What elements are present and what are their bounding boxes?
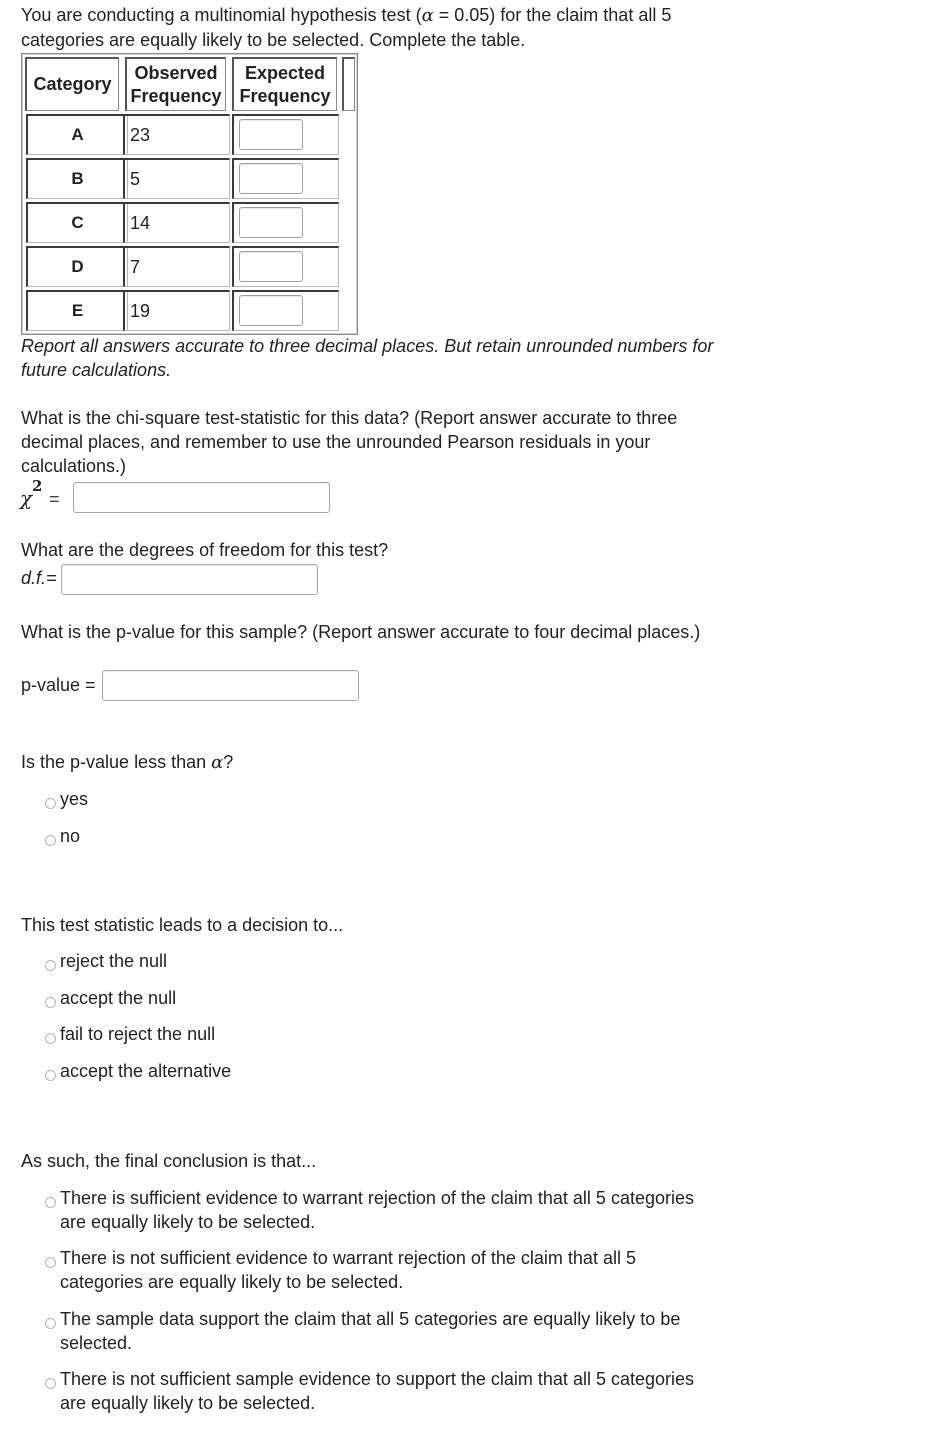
- expected-input-c[interactable]: [239, 207, 303, 238]
- expected-cell: [232, 290, 339, 331]
- radio-button[interactable]: [45, 1197, 56, 1208]
- radio-button[interactable]: [45, 960, 56, 971]
- radio-option-yes[interactable]: yes: [45, 787, 720, 811]
- chi-superscript: 2: [32, 477, 43, 495]
- expected-cell: [232, 158, 339, 199]
- radio-option-conclusion-1[interactable]: There is sufficient evidence to warrant rejection of the claim that all 5 categories are equally likely to be selected.: [45, 1186, 720, 1234]
- problem-intro: You are conducting a multinomial hypothesis test (α = 0.05) for the claim that all 5 categories are equally likely to be selected. Complete the table.: [21, 5, 672, 50]
- df-question: What are the degrees of freedom for this test?: [21, 540, 389, 560]
- radio-button[interactable]: [45, 1318, 56, 1329]
- frequency-table: [21, 53, 358, 335]
- chi-symbol: χ: [20, 486, 33, 510]
- pvalue-question: What is the p-value for this sample? (Report answer accurate to four decimal places.): [21, 622, 701, 642]
- radio-option-conclusion-4[interactable]: There is not sufficient sample evidence to support the claim that all 5 categories are equally likely to be selected.: [45, 1367, 720, 1415]
- radio-button[interactable]: [45, 1070, 56, 1081]
- radio-option-conclusion-2[interactable]: There is not sufficient evidence to warrant rejection of the claim that all 5 categories are equally likely to be selected.: [45, 1246, 720, 1294]
- conclusion-question: As such, the final conclusion is that...: [21, 1151, 317, 1171]
- header-blank-column: [342, 57, 355, 111]
- header-observed: Observed Frequency: [125, 57, 226, 111]
- expected-cell: [232, 114, 339, 155]
- df-input[interactable]: [61, 564, 318, 595]
- radio-option-accept-null[interactable]: accept the null: [45, 986, 720, 1010]
- pvalue-label: p-value =: [21, 675, 96, 695]
- category-cell: A: [26, 114, 128, 155]
- header-expected: Expected Frequency: [232, 57, 337, 111]
- header-category: Category: [25, 57, 119, 111]
- df-label: d.f.=: [21, 568, 57, 588]
- category-cell: D: [26, 246, 128, 287]
- decision-question: This test statistic leads to a decision to...: [21, 915, 344, 935]
- radio-button[interactable]: [45, 835, 56, 846]
- observed-cell: 19: [123, 290, 230, 331]
- expected-cell: [232, 246, 339, 287]
- observed-cell: 7: [123, 246, 230, 287]
- alpha-symbol: α: [421, 5, 434, 26]
- chi-square-question: What is the chi-square test-statistic for this data? (Report answer accurate to three decimal places, and remember to use the unrounded Pearson residuals in your calculations.): [21, 408, 678, 476]
- radio-option-reject-null[interactable]: reject the null: [45, 949, 720, 973]
- category-cell: B: [26, 158, 128, 199]
- radio-button[interactable]: [45, 1033, 56, 1044]
- expected-input-e[interactable]: [239, 295, 303, 326]
- expected-input-d[interactable]: [239, 251, 303, 282]
- radio-option-accept-alternative[interactable]: accept the alternative: [45, 1059, 720, 1083]
- radio-option-fail-to-reject[interactable]: fail to reject the null: [45, 1022, 720, 1046]
- rounding-note: Report all answers accurate to three decimal places. But retain unrounded numbers for future calculations.: [21, 336, 714, 380]
- expected-cell: [232, 202, 339, 243]
- radio-option-no[interactable]: no: [45, 824, 720, 848]
- chi-square-input[interactable]: [73, 482, 330, 513]
- alpha-symbol: α: [211, 752, 224, 773]
- observed-cell: 14: [123, 202, 230, 243]
- chi-equals: =: [49, 489, 60, 509]
- radio-button[interactable]: [45, 798, 56, 809]
- radio-option-conclusion-3[interactable]: The sample data support the claim that all 5 categories are equally likely to be selected.: [45, 1307, 720, 1355]
- radio-button[interactable]: [45, 997, 56, 1008]
- radio-button[interactable]: [45, 1257, 56, 1268]
- pvalue-input[interactable]: [102, 670, 359, 701]
- radio-button[interactable]: [45, 1378, 56, 1389]
- expected-input-a[interactable]: [239, 119, 303, 150]
- observed-cell: 23: [123, 114, 230, 155]
- category-cell: E: [26, 290, 128, 331]
- category-cell: C: [26, 202, 128, 243]
- observed-cell: 5: [123, 158, 230, 199]
- pvalue-compare-question: Is the p-value less than α?: [21, 752, 234, 773]
- expected-input-b[interactable]: [239, 163, 303, 194]
